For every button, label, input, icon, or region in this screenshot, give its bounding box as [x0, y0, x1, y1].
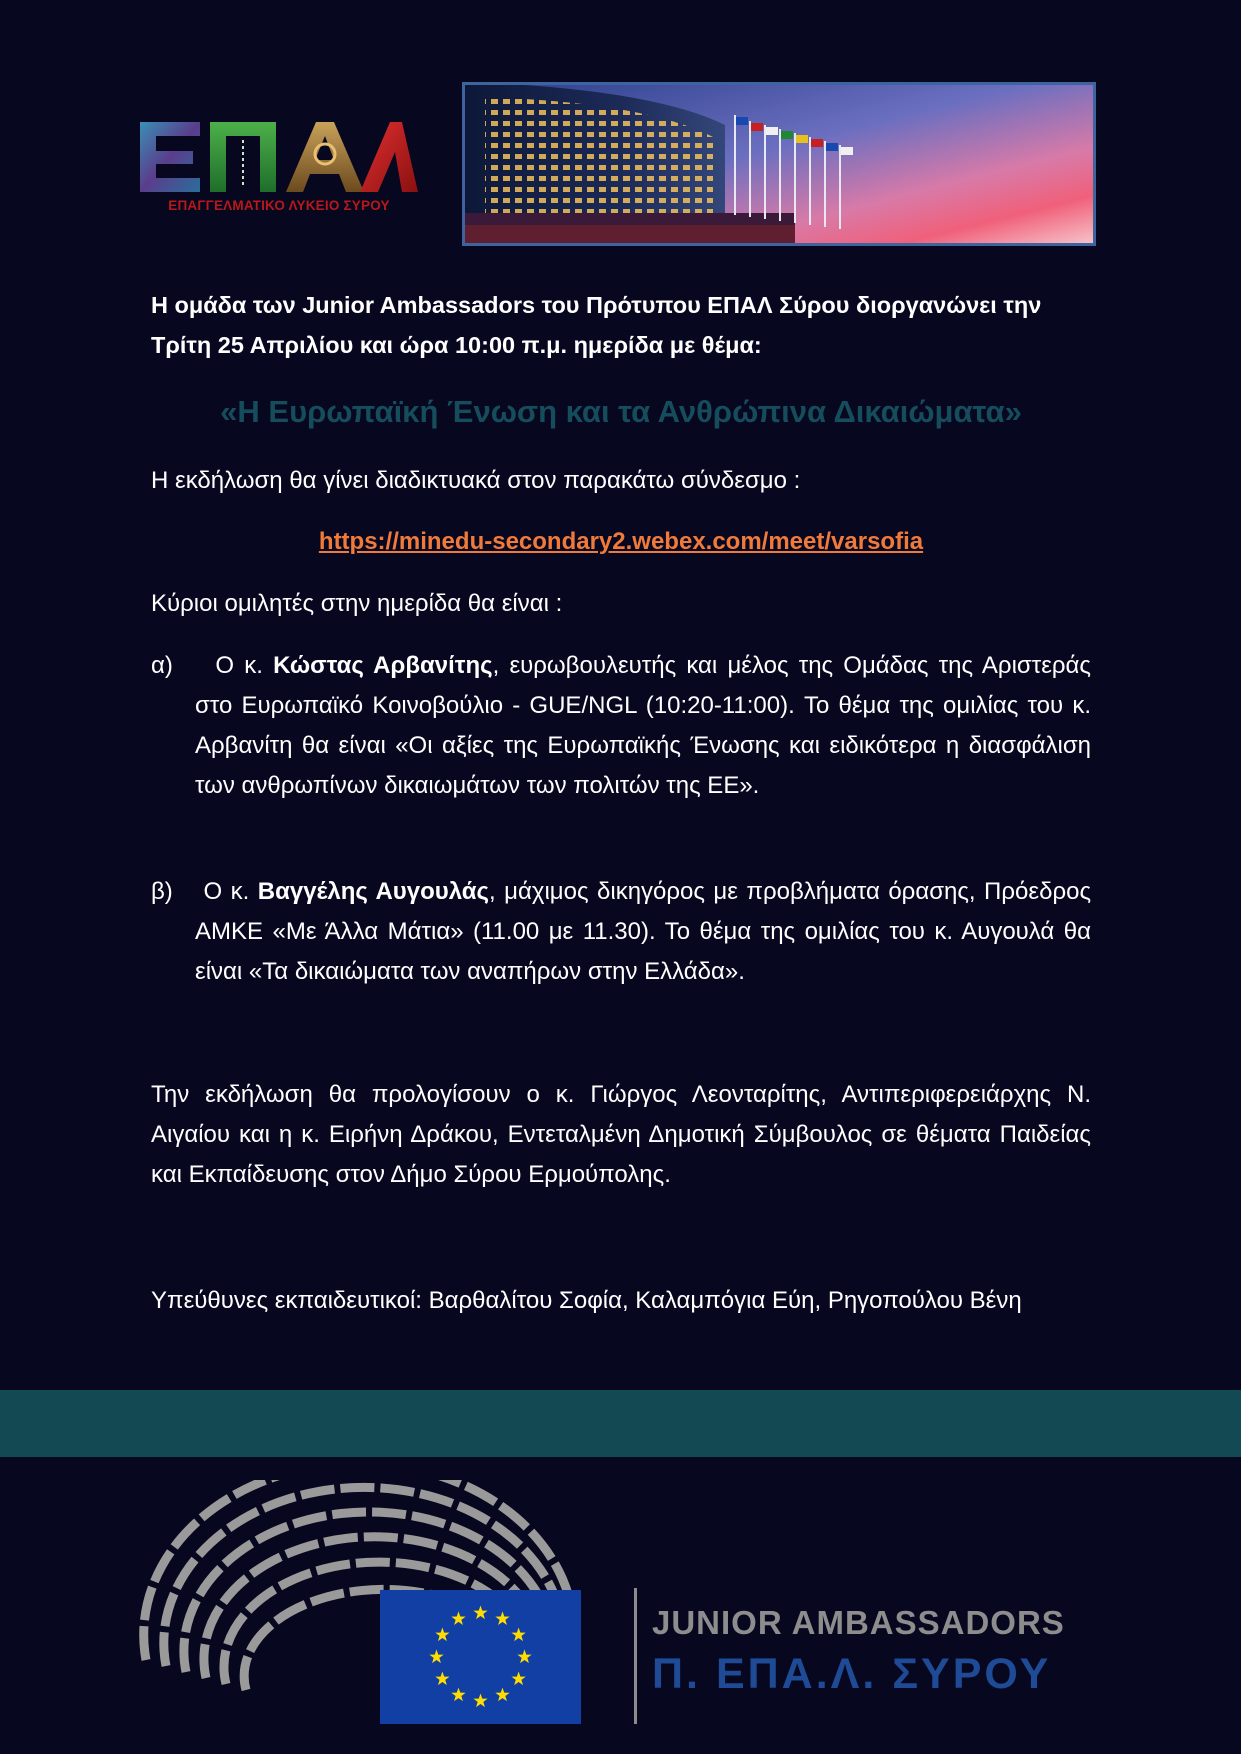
eu-flag-icon — [380, 1590, 581, 1724]
teal-divider-band — [0, 1390, 1241, 1457]
speaker-name: Κώστας Αρβανίτης — [273, 652, 493, 679]
event-title: «Η Ευρωπαϊκή Ένωση και τα Ανθρώπινα Δικαιώματα» — [220, 394, 1022, 429]
speaker-prefix: Ο κ. — [215, 652, 274, 679]
epal-logo — [138, 116, 420, 222]
speaker-description: , μάχιμος δικηγόρος με προβλήματα όρασης, Πρόεδρος ΑΜΚΕ «Με Άλλα Μάτια» (11.00 με 11.30). Το θέμα της ομιλίας του κ. Αυγουλά θα είναι «Τα δικαιώματα των αναπήρων στην Ελλάδα». — [195, 878, 1092, 985]
speaker-text — [195, 872, 1091, 992]
epal-logo-letters — [138, 116, 420, 196]
logo-subtitle: ΕΠΑΓΓΕΛΜΑΤΙΚΟ ΛΥΚΕΙΟ ΣΥΡΟΥ — [168, 198, 390, 213]
school-name: Π. ΕΠΑ.Λ. ΣΥΡΟΥ — [652, 1650, 1052, 1698]
junior-ambassadors-title: JUNIOR AMBASSADORS — [652, 1604, 1065, 1641]
list-marker: α) — [151, 652, 173, 679]
footer-divider — [634, 1588, 637, 1724]
european-parliament-photo — [462, 82, 1096, 246]
speaker-item — [151, 872, 1091, 992]
intro-paragraph: Η ομάδα των Junior Ambassadors του Πρότυπου ΕΠΑΛ Σύρου διοργανώνει την Τρίτη 25 Απριλίου και ώρα 10:00 π.μ. ημερίδα με θέμα: — [151, 292, 1042, 358]
meeting-link[interactable]: https://minedu-secondary2.webex.com/meet/varsofia — [318, 528, 924, 555]
list-marker: β) — [151, 878, 173, 905]
speaker-description: , ευρωβουλευτής και μέλος της Ομάδας της Αριστεράς στο Ευρωπαϊκό Κοινοβούλιο - GUE/NGL (10:20-11:00). Το θέμα της ομιλίας του κ. Αρβανίτη θα είναι «Οι αξίες της Ευρωπαϊκής Ένωσης και ειδικότερα η διασφάλιση των ανθρωπίνων δικαιωμάτων των πολιτών της ΕΕ». — [195, 652, 1091, 799]
speaker-item — [151, 646, 1091, 806]
speaker-text — [195, 646, 1091, 806]
speaker-name: Βαγγέλης Αυγουλάς — [257, 878, 490, 905]
speaker-prefix: Ο κ. — [203, 878, 258, 905]
speakers-intro: Κύριοι ομιλητές στην ημερίδα θα είναι : — [151, 590, 563, 617]
online-note: Η εκδήλωση θα γίνει διαδικτυακά στον παρακάτω σύνδεσμο : — [151, 467, 801, 494]
hosts-paragraph: Την εκδήλωση θα προλογίσουν ο κ. Γιώργος Λεονταρίτης, Αντιπεριφερειάρχης Ν. Αιγαίου και η κ. Ειρήνη Δράκου, Εντεταλμένη Δημοτική Σύμβουλος σε θέματα Παιδείας και Εκπαίδευσης στον Δήμο Σύρου Ερμούπολης. — [151, 1081, 1091, 1188]
teachers-line: Υπεύθυνες εκπαιδευτικοί: Βαρθαλίτου Σοφία, Καλαμπόγια Εύη, Ρηγοπούλου Βένη — [151, 1287, 1022, 1314]
